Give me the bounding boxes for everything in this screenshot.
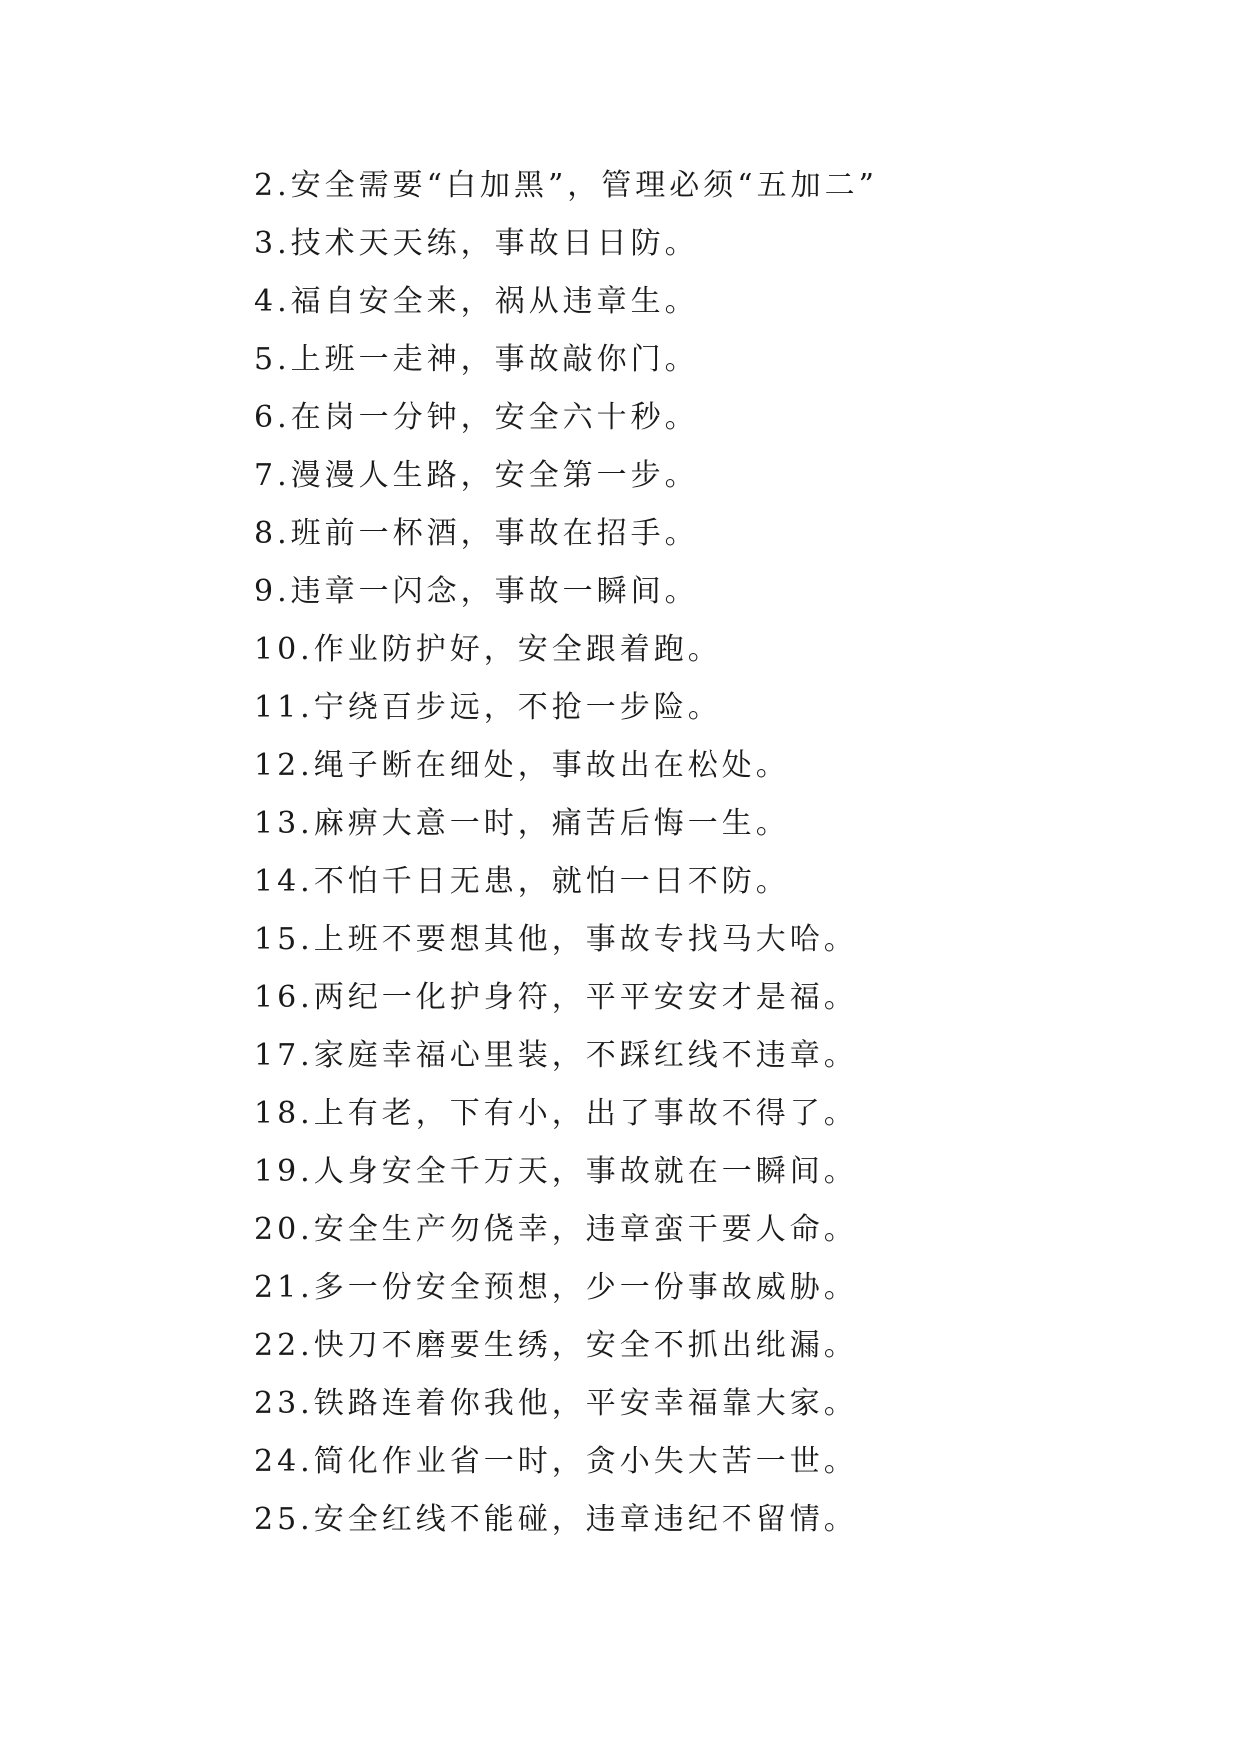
slogan-line: 20.安全生产勿侥幸，违章蛮干要人命。 <box>254 1212 858 1247</box>
slogan-line: 11.宁绕百步远，不抢一步险。 <box>254 690 722 725</box>
slogan-line: 23.铁路连着你我他，平安幸福靠大家。 <box>254 1386 858 1421</box>
slogan-line: 9.违章一闪念，事故一瞬间。 <box>254 574 699 609</box>
slogan-line: 19.人身安全千万天，事故就在一瞬间。 <box>254 1154 858 1189</box>
slogan-line: 21.多一份安全预想，少一份事故威胁。 <box>254 1270 858 1305</box>
slogan-line: 5.上班一走神，事故敲你门。 <box>254 342 699 377</box>
slogan-line: 22.快刀不磨要生绣，安全不抓出纰漏。 <box>254 1328 858 1363</box>
slogan-line: 2.安全需要“白加黑”，管理必须“五加二” <box>254 168 878 203</box>
slogan-line: 13.麻痹大意一时，痛苦后悔一生。 <box>254 806 790 841</box>
slogan-line: 18.上有老，下有小，出了事故不得了。 <box>254 1096 858 1131</box>
slogan-line: 4.福自安全来，祸从违章生。 <box>254 284 699 319</box>
slogan-line: 24.简化作业省一时，贪小失大苦一世。 <box>254 1444 858 1479</box>
slogan-list <box>254 157 1154 1549</box>
slogan-line: 15.上班不要想其他，事故专找马大哈。 <box>254 922 858 957</box>
slogan-line: 14.不怕千日无患，就怕一日不防。 <box>254 864 790 899</box>
slogan-line: 8.班前一杯酒，事故在招手。 <box>254 516 699 551</box>
slogan-line: 10.作业防护好，安全跟着跑。 <box>254 632 722 667</box>
slogan-line: 7.漫漫人生路，安全第一步。 <box>254 458 699 493</box>
slogan-line: 16.两纪一化护身符，平平安安才是福。 <box>254 980 858 1015</box>
slogan-line: 25.安全红线不能碰，违章违纪不留情。 <box>254 1502 858 1537</box>
slogan-line: 17.家庭幸福心里装，不踩红线不违章。 <box>254 1038 858 1073</box>
slogan-line: 3.技术天天练，事故日日防。 <box>254 226 699 261</box>
slogan-line: 6.在岗一分钟，安全六十秒。 <box>254 400 699 435</box>
slogan-line: 12.绳子断在细处，事故出在松处。 <box>254 748 790 783</box>
